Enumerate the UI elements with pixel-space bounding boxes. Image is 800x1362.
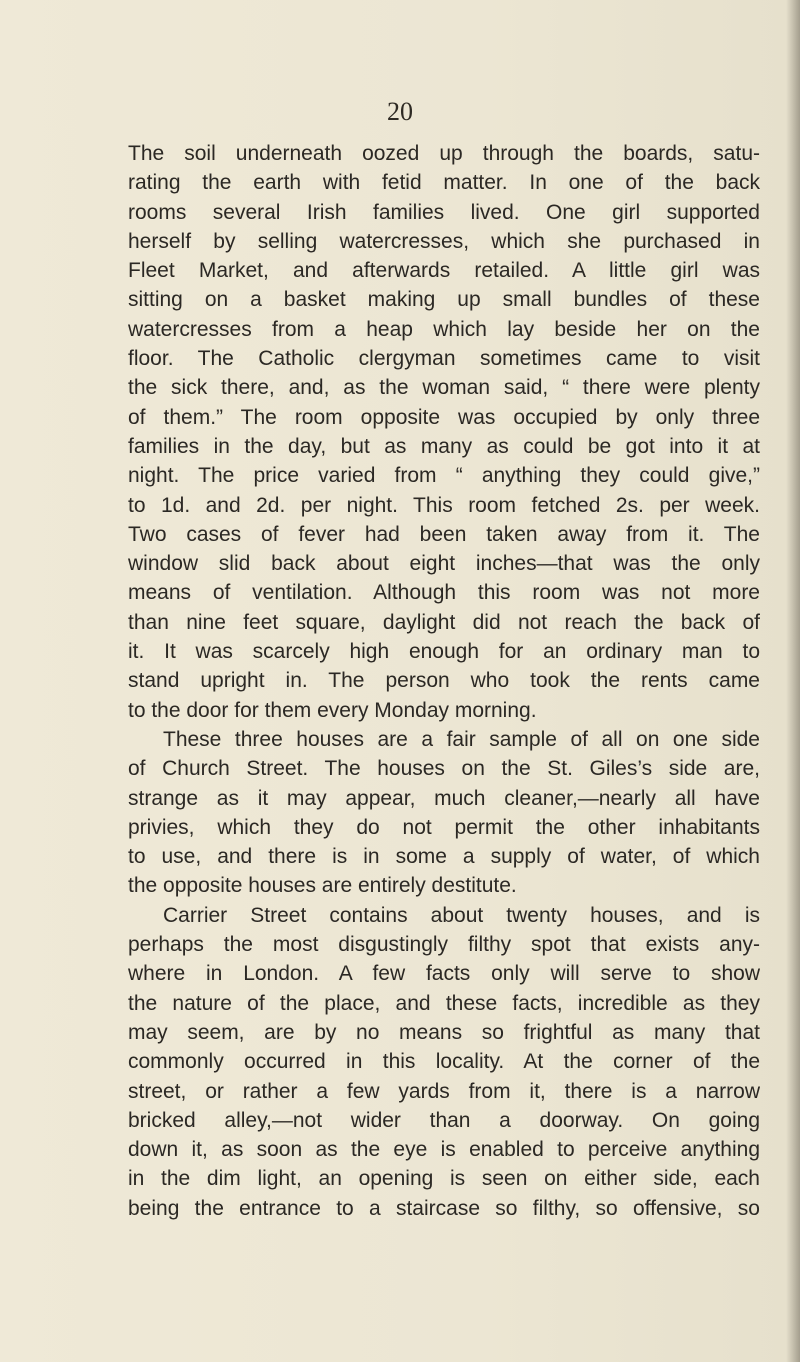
text-line: watercresses from a heap which lay beside her on the	[128, 317, 760, 341]
text-line: floor. The Catholic clergyman sometimes came to visit	[128, 347, 760, 371]
text-line: rooms several Irish families lived. One girl supported	[128, 200, 760, 224]
text-line: than nine feet square, daylight did not reach the back of	[128, 610, 760, 634]
paragraph-start-line: These three houses are a fair sample of all on one side	[163, 727, 760, 751]
text-line: bricked alley,—not wider than a doorway. On going	[128, 1108, 760, 1132]
text-line: rating the earth with fetid matter. In one of the back	[128, 171, 760, 195]
paragraph-end-line: the opposite houses are entirely destitute.	[128, 874, 517, 898]
paragraph-end-line: to the door for them every Monday morning.	[128, 698, 537, 722]
text-line: to use, and there is in some a supply of water, of which	[128, 845, 760, 869]
text-line: it. It was scarcely high enough for an ordinary man to	[128, 640, 760, 664]
page-number: 20	[387, 97, 413, 126]
text-line: window slid back about eight inches—that was the only	[128, 552, 760, 576]
text-line: down it, as soon as the eye is enabled to perceive anything	[128, 1138, 760, 1162]
text-line: may seem, are by no means so frightful as many that	[128, 1020, 760, 1044]
text-line: commonly occurred in this locality. At the corner of the	[128, 1050, 760, 1074]
text-line: perhaps the most disgustingly filthy spot that exists any-	[128, 933, 760, 957]
text-line: the sick there, and, as the woman said, “ there were plenty	[128, 376, 760, 400]
text-line: The soil underneath oozed up through the boards, satu-	[128, 142, 760, 165]
text-line: where in London. A few facts only will serve to show	[128, 962, 760, 986]
text-line: street, or rather a few yards from it, there is a narrow	[128, 1079, 760, 1103]
text-line: of them.” The room opposite was occupied by only three	[128, 405, 760, 429]
text-line: in the dim light, an opening is seen on either side, each	[128, 1167, 760, 1191]
page-edge-shadow	[786, 0, 800, 1362]
text-line: stand upright in. The person who took the rents came	[128, 669, 760, 693]
text-line: strange as it may appear, much cleaner,—nearly all have	[128, 786, 760, 810]
text-line: the nature of the place, and these facts, incredible as they	[128, 991, 760, 1015]
text-line: means of ventilation. Although this room was not more	[128, 581, 760, 605]
text-line: privies, which they do not permit the other inhabitants	[128, 815, 760, 839]
text-line: Fleet Market, and afterwards retailed. A little girl was	[128, 259, 760, 283]
text-line: herself by selling watercresses, which she purchased in	[128, 229, 760, 253]
text-line: Two cases of fever had been taken away from it. The	[128, 522, 760, 546]
text-line: night. The price varied from “ anything they could give,”	[128, 464, 760, 488]
text-line: families in the day, but as many as could be got into it at	[128, 434, 760, 458]
paragraph-start-line: Carrier Street contains about twenty houses, and is	[163, 903, 760, 927]
text-line: of Church Street. The houses on the St. Giles’s side are,	[128, 757, 760, 781]
text-line: to 1d. and 2d. per night. This room fetched 2s. per week.	[128, 493, 760, 517]
text-line: being the entrance to a staircase so filthy, so offensive, so	[128, 1196, 760, 1220]
text-line: sitting on a basket making up small bundles of these	[128, 288, 760, 312]
body-text	[128, 139, 760, 1223]
